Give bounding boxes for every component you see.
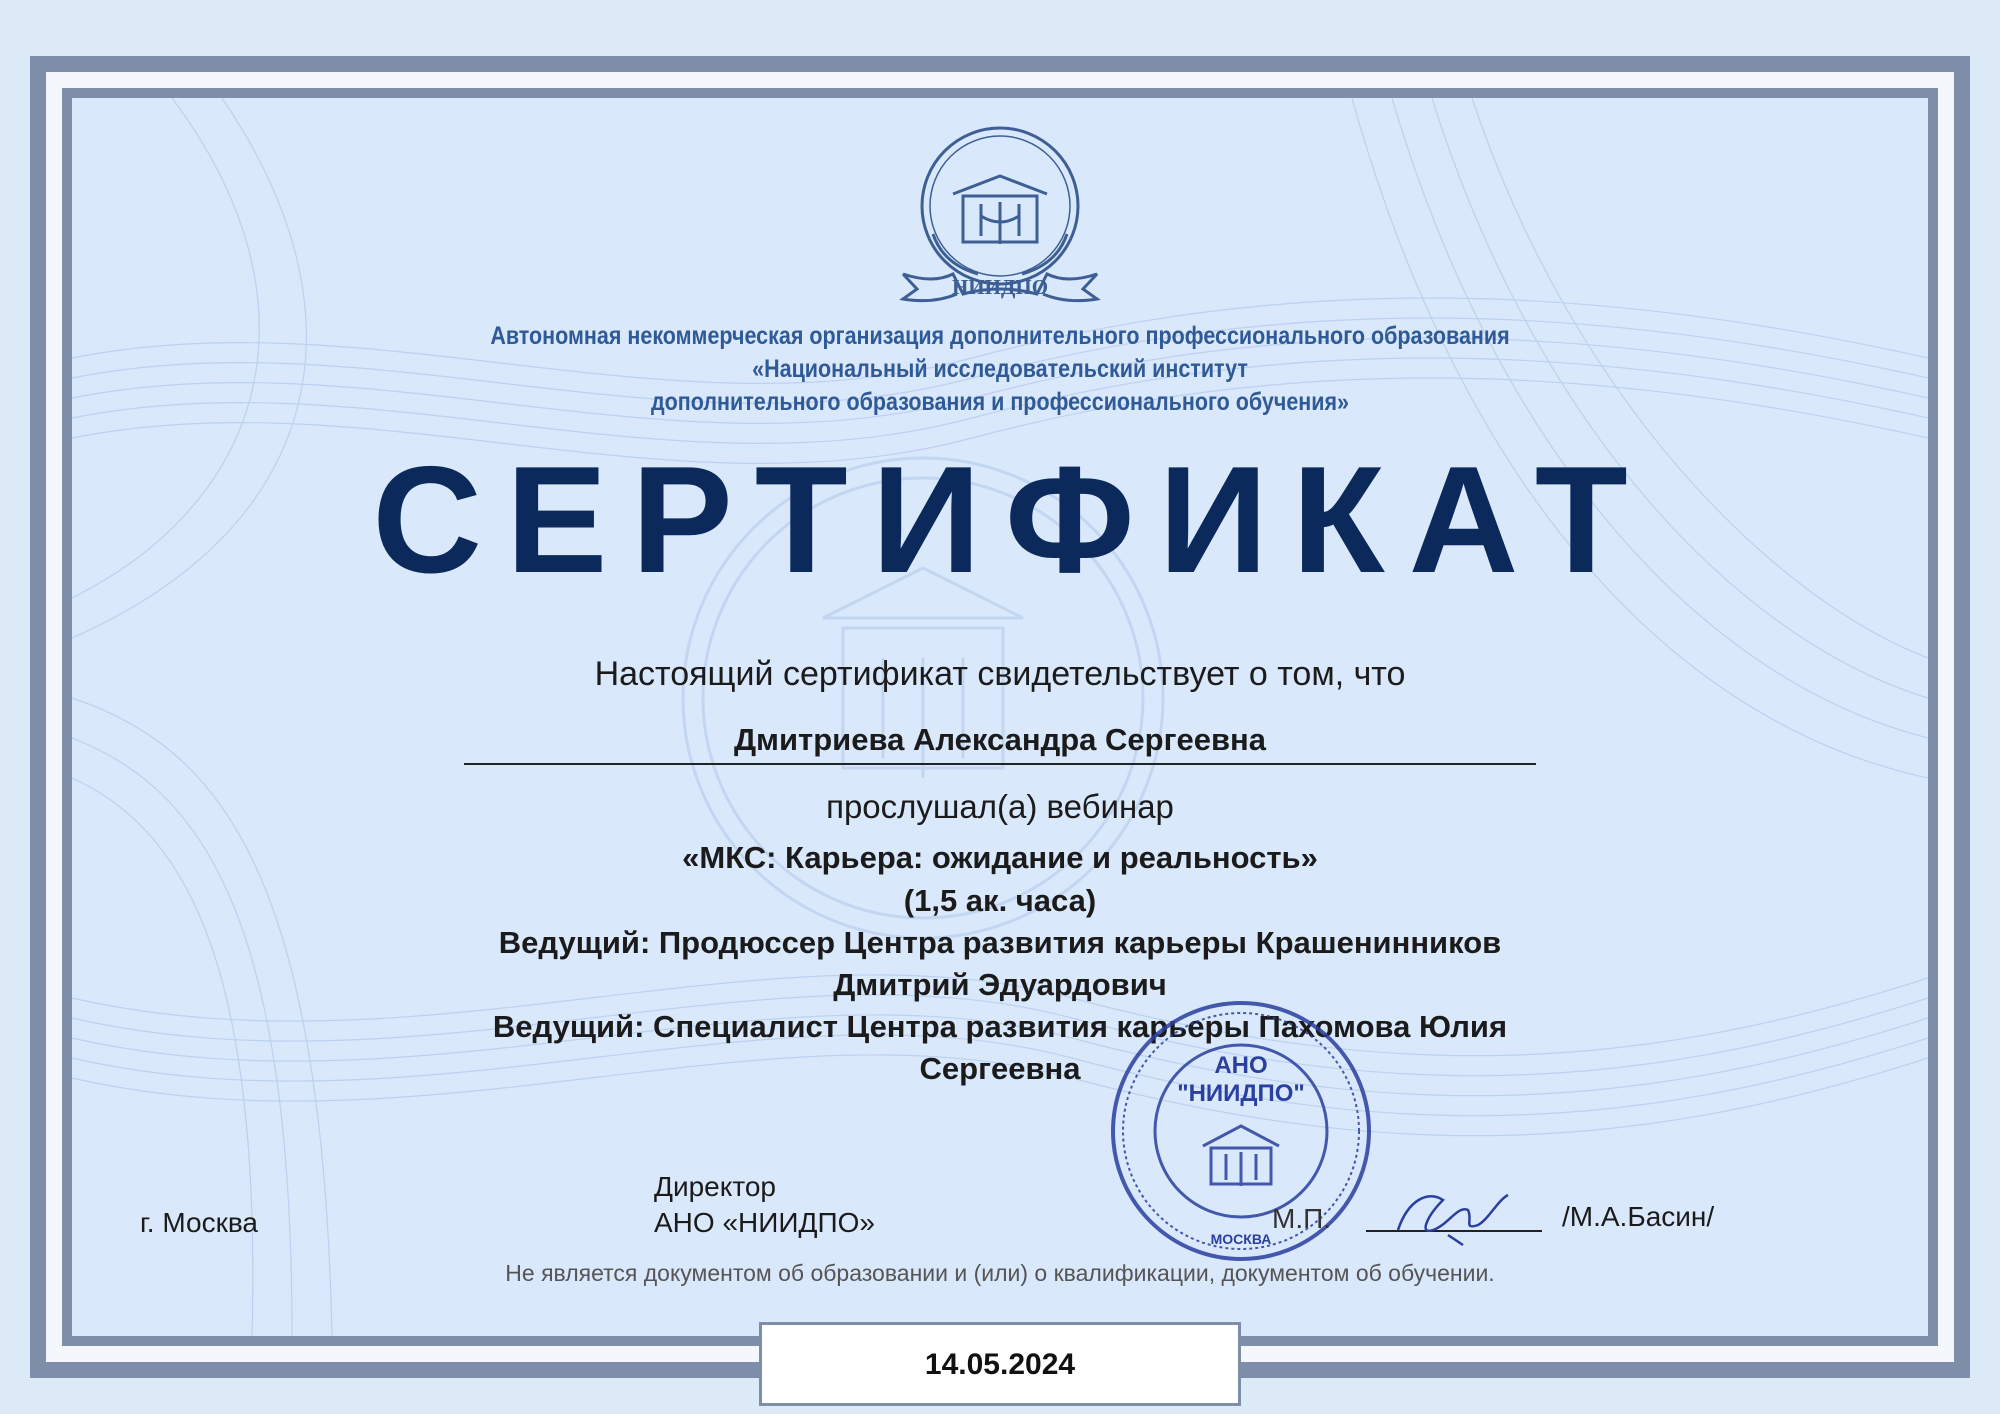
director-name: /М.А.Басин/ — [1562, 1201, 1715, 1232]
webinar-hours: (1,5 ак. часа) — [903, 883, 1097, 918]
director-org: АНО «НИИДПО» — [654, 1207, 875, 1238]
director-signature — [1388, 1180, 1518, 1250]
stamp-city: МОСКВА — [1210, 1231, 1272, 1247]
director-title: Директор — [654, 1171, 776, 1202]
recipient-name: Дмитриева Александра Сергеевна — [733, 722, 1267, 757]
round-stamp — [1108, 998, 1374, 1264]
institute-logo — [893, 124, 1107, 304]
certificate-title: СЕРТИФИКАТ — [372, 435, 1652, 605]
issue-date: 14.05.2024 — [924, 1348, 1076, 1381]
disclaimer: Не является документом об образовании и (или) о квалификации, документом об обучении. — [505, 1260, 1495, 1286]
certifies-text: Настоящий сертификат свидетельствует о том, что — [594, 655, 1406, 693]
org-line-2: «Национальный исследовательский институт — [752, 355, 1248, 383]
city: г. Москва — [140, 1207, 258, 1238]
stamp-place-label: М.П. — [1272, 1203, 1332, 1234]
host-1-line-1: Ведущий: Продюссер Центра развития карьеры Крашенинников — [498, 925, 1502, 960]
host-2-line-2: Сергеевна — [919, 1051, 1081, 1086]
org-line-3: дополнительного образования и профессионального обучения» — [650, 388, 1349, 416]
logo-ribbon-text: НИИДПО — [951, 275, 1049, 299]
stamp-line-1: АНО — [1214, 1052, 1268, 1079]
webinar-title: «МКС: Карьера: ожидание и реальность» — [682, 840, 1318, 875]
action-text: прослушал(а) вебинар — [826, 788, 1174, 825]
org-line-1: Автономная некоммерческая организация дополнительного профессионального образования — [490, 322, 1510, 350]
host-1-line-2: Дмитрий Эдуардович — [833, 967, 1167, 1002]
stamp-line-2: "НИИДПО" — [1177, 1080, 1305, 1107]
name-underline — [464, 763, 1536, 765]
host-2-line-1: Ведущий: Специалист Центра развития карьеры Пахомова Юлия — [492, 1009, 1508, 1044]
